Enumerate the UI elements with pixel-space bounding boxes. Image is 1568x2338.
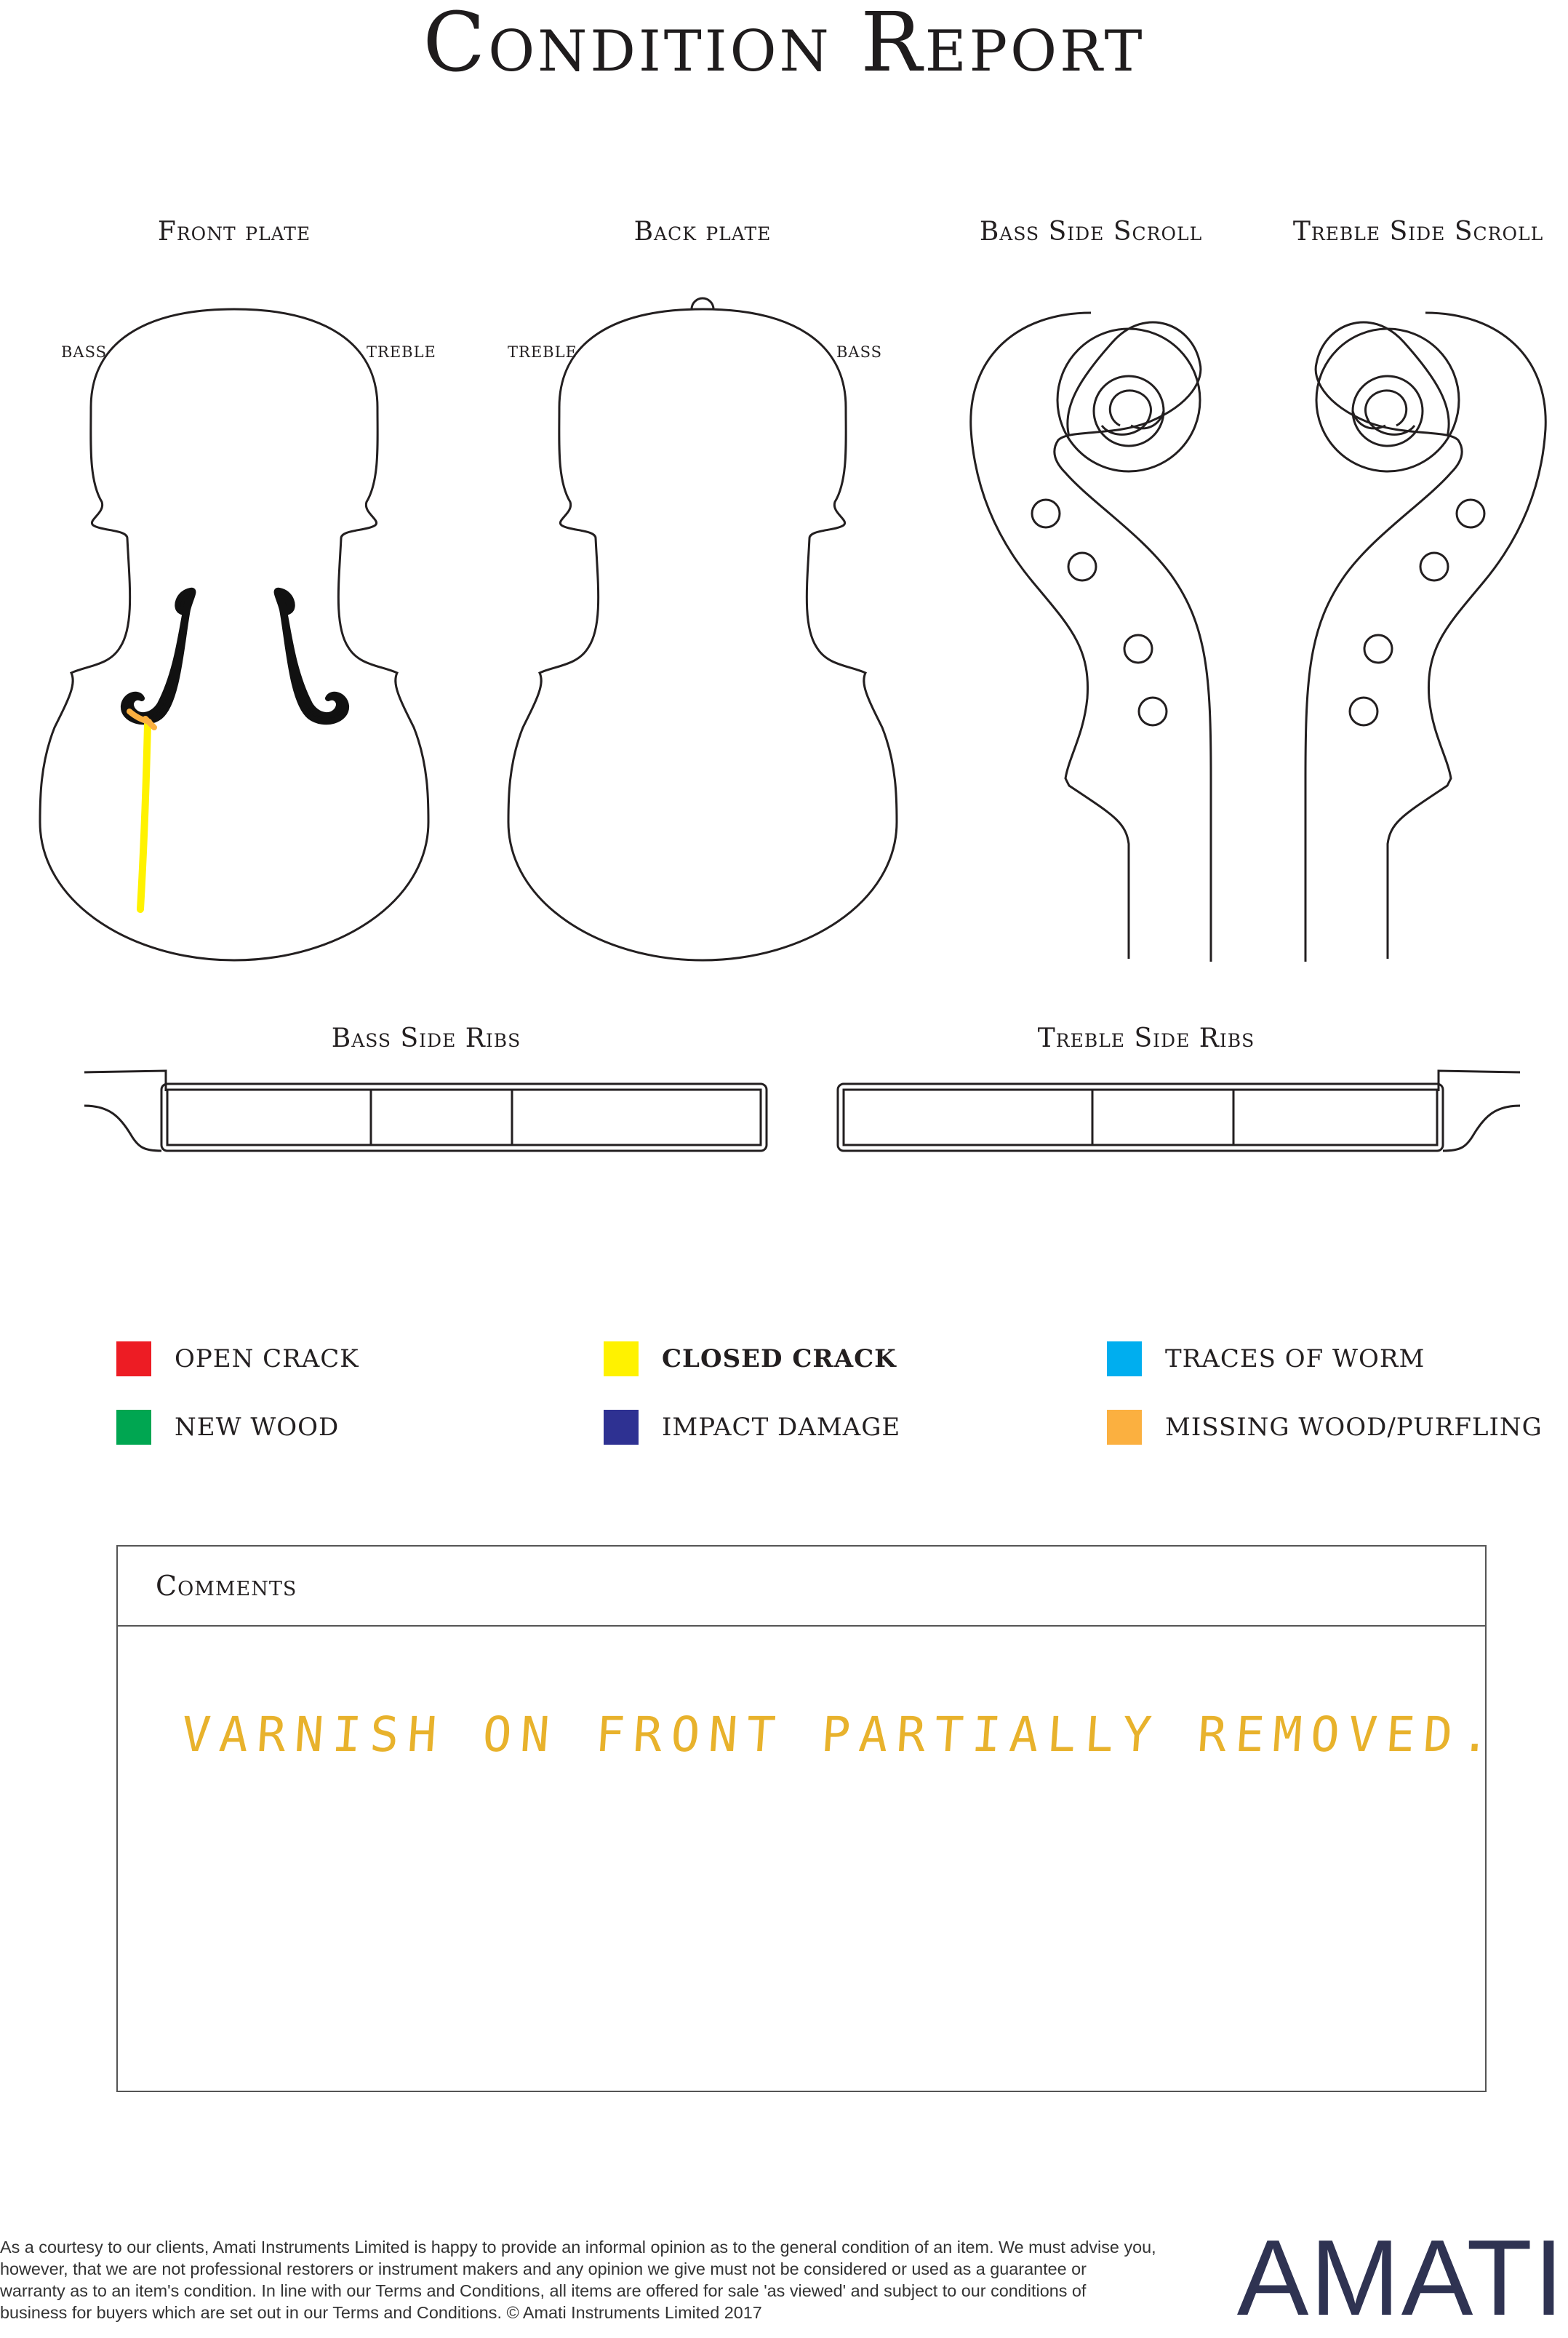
legend-swatch [116, 1410, 151, 1445]
back-plate-label: Back plate [633, 217, 772, 247]
treble-side-ribs-diagram [838, 1071, 1520, 1151]
bass-side-scroll-diagram [971, 313, 1211, 962]
back-treble-side-label: TREBLE [508, 343, 577, 361]
comments-box[interactable] [116, 1545, 1501, 2092]
front-f-hole-left-icon [124, 591, 193, 722]
comments-label: Comments [156, 1570, 297, 1602]
legend-open-crack [116, 1340, 359, 1378]
legend-label: NEW WOOD [175, 1413, 340, 1442]
comments-header [118, 1547, 1485, 1627]
legend-swatch [604, 1341, 639, 1376]
amati-logo: AMATI [1236, 2218, 1565, 2338]
front-treble-side-label: TREBLE [367, 343, 436, 361]
legend-new-wood [116, 1408, 339, 1446]
legend-label: TRACES OF WORM [1165, 1344, 1425, 1373]
back-plate-diagram [508, 298, 897, 960]
bass-side-ribs-label: Bass Side Ribs [331, 1024, 521, 1053]
legend-missing-wood [1107, 1408, 1543, 1446]
legend-label: OPEN CRACK [175, 1344, 359, 1373]
front-plate-diagram [40, 309, 428, 960]
legend-traces-of-worm [1107, 1340, 1425, 1378]
treble-side-ribs-label: Treble Side Ribs [1037, 1024, 1255, 1053]
legend-impact-damage [604, 1408, 900, 1446]
page-title: Condition Report [423, 0, 1145, 90]
front-f-hole-right-icon [277, 591, 347, 722]
bass-side-scroll-label: Bass Side Scroll [979, 217, 1203, 247]
closed-crack-marking [140, 724, 148, 909]
treble-side-scroll-label: Treble Side Scroll [1292, 217, 1544, 247]
legend-swatch [116, 1341, 151, 1376]
legend-closed-crack [604, 1340, 897, 1378]
footer-disclaimer: As a courtesy to our clients, Amati Instruments Limited is happy to provide an informal opinion as to the general condition of an item. We must advise you, however, that we are not professional restorers or instrument makers and any opinion we give must not be considered or used as a guarantee or warranty as to an item's condition. In line with our Terms and Conditions, all items are offered for sale 'as viewed' and subject to our conditions of business for buyers which are set out in our Terms and Conditions. © Amati Instruments Limited 2017 [0, 2238, 1156, 2322]
comments-handwritten-text: VARNISH ON FRONT PARTIALLY REMOVED. [180, 1707, 1501, 1763]
legend-swatch [1107, 1341, 1142, 1376]
bass-side-ribs-diagram [84, 1071, 767, 1151]
treble-side-scroll-diagram [1305, 313, 1545, 962]
legend-swatch [604, 1410, 639, 1445]
legend-label: CLOSED CRACK [662, 1344, 897, 1373]
front-bass-side-label: BASS [61, 343, 108, 361]
back-bass-side-label: BASS [836, 343, 883, 361]
front-plate-label: Front plate [157, 217, 311, 247]
legend-label: IMPACT DAMAGE [662, 1413, 901, 1442]
legend-label: MISSING WOOD/PURFLING [1165, 1413, 1543, 1442]
legend-swatch [1107, 1410, 1142, 1445]
